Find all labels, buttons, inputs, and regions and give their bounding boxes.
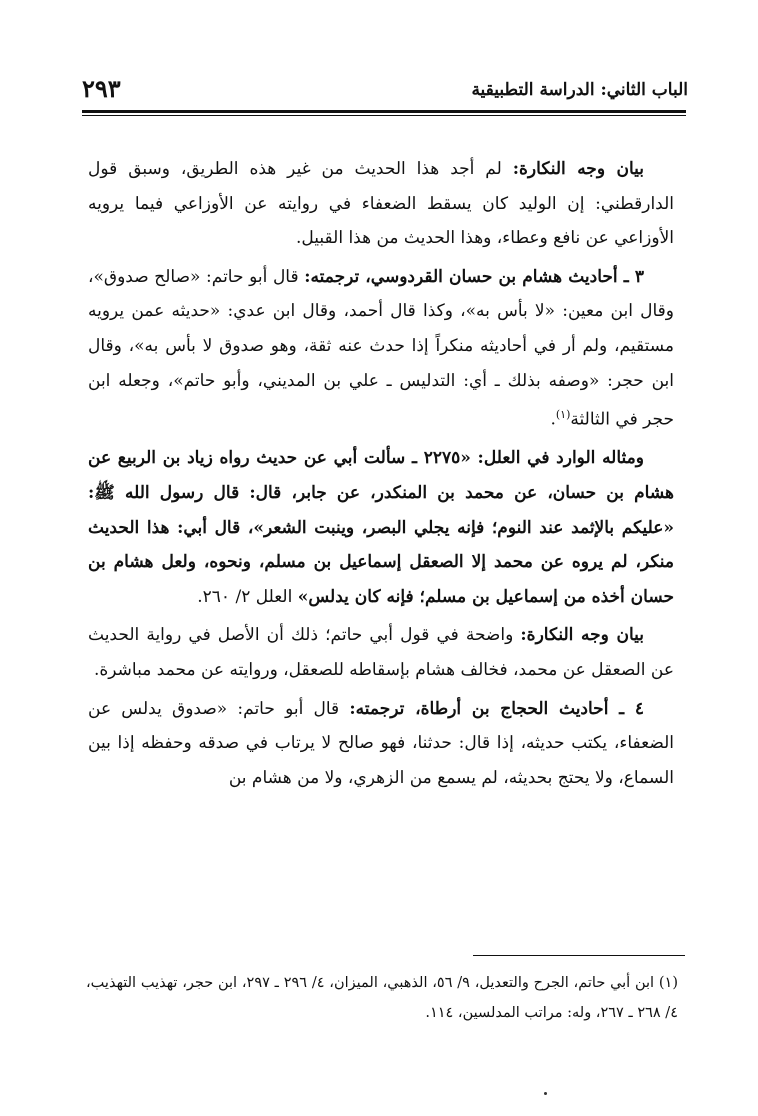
print-speck bbox=[544, 1092, 547, 1095]
paragraph-lead: ٣ ـ أحاديث هشام بن حسان القردوسي، ترجمته: bbox=[304, 266, 644, 287]
paragraph-hajjaj-bio bbox=[88, 692, 674, 796]
footnote bbox=[86, 968, 678, 1028]
paragraph-end: . bbox=[550, 409, 556, 430]
paragraph-lead: ٤ ـ أحاديث الحجاج بن أرطاة، ترجمته: bbox=[349, 698, 644, 719]
page-number: ٢٩٣ bbox=[82, 74, 121, 103]
paragraph-text: قال أبو حاتم: «صدوق يدلس عن الضعفاء، يكتب حديثه، إذا قال: حدثنا، فهو صالح لا يرتاب في صدقه وحفظه إذا بين السماع، ولا يحتج بحديثه، لم يسمع من الزهري، ولا من هشام بن bbox=[88, 698, 674, 788]
header-divider-thin bbox=[82, 115, 686, 116]
footnote-divider bbox=[473, 955, 685, 956]
footnote-number: (١) bbox=[658, 975, 678, 991]
paragraph-nakara-2 bbox=[88, 618, 674, 687]
paragraph-text: لم أجد هذا الحديث من غير هذه الطريق، وسبق قول الدارقطني: إن الوليد كان يسقط الضعفاء في روايته عن الأوزاعي فيما يرويه الأوزاعي عن نافع وعطاء، وهذا الحديث من هذا القبيل. bbox=[88, 159, 674, 249]
paragraph-text: واضحة في قول أبي حاتم؛ ذلك أن الأصل في رواية الحديث عن الصعقل عن محمد، فخالف هشام بإسقاطه للصعقل، وروايته عن محمد مباشرة. bbox=[88, 625, 674, 680]
paragraph-ilal-example bbox=[88, 441, 674, 614]
paragraph-lead: بيان وجه النكارة: bbox=[520, 625, 644, 646]
page-header bbox=[82, 72, 688, 108]
footnote-text: ابن أبي حاتم، الجرح والتعديل، ٩/ ٥٦، الذهبي، الميزان، ٤/ ٢٩٦ ـ ٢٩٧، ابن حجر، تهذيب التهذيب، ٤/ ٢٦٨ ـ ٢٦٧، وله: مراتب المدلسين، ١١٤. bbox=[86, 975, 678, 1021]
footnote-entry bbox=[86, 968, 678, 1028]
paragraph-text: قال أبو حاتم: «صالح صدوق»، وقال ابن معين: «لا بأس به»، وكذا قال أحمد، وقال ابن عدي: «حديثه عمن يرويه مستقيم، ولم أر في أحاديثه منكراً إذا حدث عنه ثقة، وهو صدوق لا بأس به»، وقال ابن حجر: «وصفه بذلك ـ أي: التدليس ـ علي بن المديني، وأبو حاتم»، وجعله ابن حجر في الثالثة bbox=[88, 266, 674, 430]
running-title: الباب الثاني: الدراسة التطبيقية bbox=[471, 80, 688, 100]
paragraph-text: العلل ٢/ ٢٦٠. bbox=[197, 586, 298, 607]
paragraph-nakara-1 bbox=[88, 152, 674, 256]
footnote-marker: (١) bbox=[555, 408, 571, 422]
paragraph-lead: بيان وجه النكارة: bbox=[512, 159, 645, 179]
paragraph-lead: ومثاله الوارد في العلل: «٢٢٧٥ ـ سألت أبي عن حديث رواه زياد بن الربيع عن هشام بن حسان، عن محمد بن المنكدر، عن جابر، قال: قال رسول الله ﷺ: «عليكم بالإثمد عند النوم؛ فإنه يجلي البصر، وينبت الشعر»، قال أبي: هذا الحديث منكر، لم يروه عن محمد إلا الصعقل إسماعيل بن مسلم، ونحوه، ولعل هشام بن حسان أخذه من إسماعيل بن مسلم؛ فإنه كان يدلس» bbox=[88, 448, 674, 607]
main-text bbox=[88, 152, 674, 799]
paragraph-hisham-bio bbox=[88, 260, 674, 438]
header-divider-thick bbox=[82, 110, 686, 113]
